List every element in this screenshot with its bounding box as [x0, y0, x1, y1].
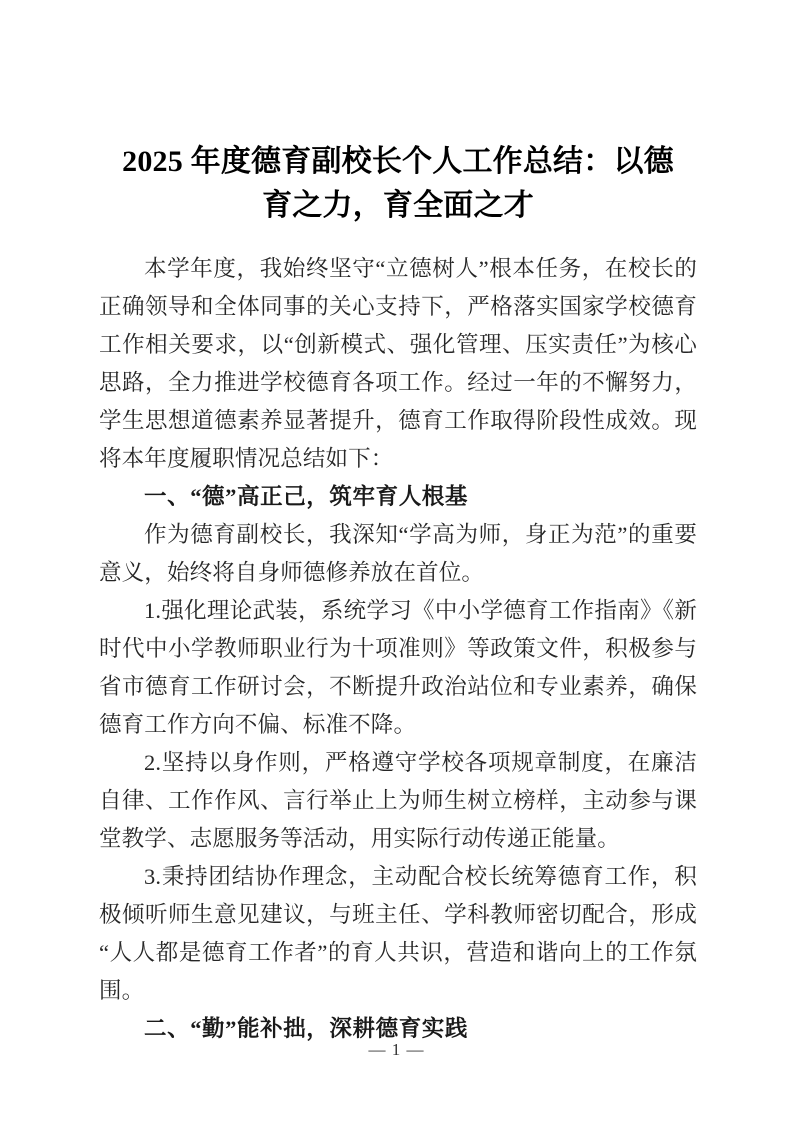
page-title — [99, 0, 697, 228]
page-title-line-1: 2025 年度德育副校长个人工作总结：以德 — [122, 145, 674, 178]
body-paragraph-1-item-2: 2.坚持以身作则，严格遵守学校各项规章制度，在廉洁自律、工作作风、言行举止上为师生树立榜样，主动参与课堂教学、志愿服务等活动，用实际行动传递正能量。 — [99, 750, 697, 851]
document-body — [99, 250, 697, 1048]
body-paragraph-1-item-1: 1.强化理论武装，系统学习《中小学德育工作指南》《新时代中小学教师职业行为十项准则》等政策文件，积极参与省市德育工作研讨会，不断提升政治站位和专业素养，确保德育工作方向不偏、标准不降。 — [99, 598, 697, 737]
section-heading-1: 一、“德”高正己，筑牢育人根基 — [144, 484, 469, 509]
body-paragraph-intro: 本学年度，我始终坚守“立德树人”根本任务，在校长的正确领导和全体同事的关心支持下，严格落实国家学校德育工作相关要求，以“创新模式、强化管理、压实责任”为核心思路，全力推进学校德育各项工作。经过一年的不懈努力，学生思想道德素养显著提升，德育工作取得阶段性成效。现将本年度履职情况总结如下： — [99, 256, 697, 471]
page-number: — 1 — — [368, 1040, 425, 1059]
page-footer — [0, 1040, 793, 1060]
page-title-line-2: 育之力，育全面之才 — [262, 189, 534, 222]
body-paragraph-1-lead: 作为德育副校长，我深知“学高为师，身正为范”的重要意义，始终将自身师德修养放在首位。 — [99, 522, 697, 585]
body-paragraph-1-item-3: 3.秉持团结协作理念，主动配合校长统筹德育工作，积极倾听师生意见建议，与班主任、学科教师密切配合，形成“人人都是德育工作者”的育人共识，营造和谐向上的工作氛围。 — [99, 864, 697, 1003]
section-heading-2: 二、“勤”能补拙，深耕德育实践 — [144, 1016, 469, 1041]
page-content-area — [99, 0, 697, 1048]
